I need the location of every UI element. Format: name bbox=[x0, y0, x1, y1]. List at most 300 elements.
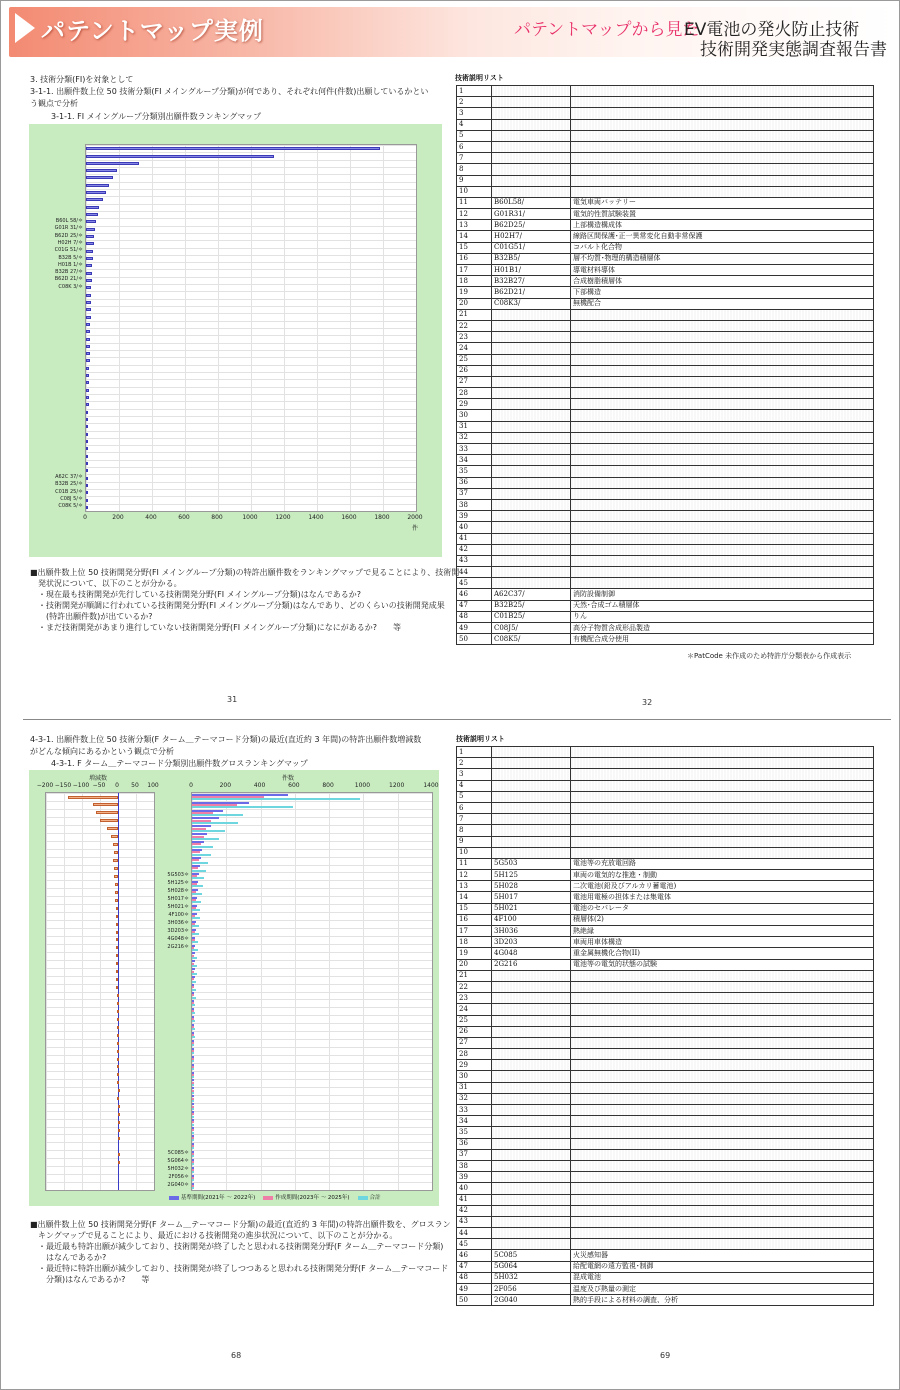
row-number: 22 bbox=[457, 320, 492, 331]
classification-code bbox=[492, 1015, 571, 1026]
count-tick-label: 200 bbox=[219, 782, 232, 789]
table-row bbox=[457, 600, 874, 611]
delta-tick-label: −50 bbox=[92, 782, 106, 789]
table-row bbox=[457, 1228, 874, 1239]
table-row bbox=[457, 1194, 874, 1205]
chart-bar bbox=[86, 206, 99, 209]
count-tick-label: 1400 bbox=[423, 782, 439, 789]
chart-bar bbox=[86, 286, 91, 289]
table-row bbox=[457, 1127, 874, 1138]
classification-code bbox=[492, 1172, 571, 1183]
classification-code: 4G048 bbox=[492, 948, 571, 959]
total-bar bbox=[192, 949, 198, 951]
classification-code: 5G064 bbox=[492, 1261, 571, 1272]
row-number: 36 bbox=[457, 477, 492, 488]
chart-bar bbox=[86, 279, 92, 282]
classification-description: 重金属無機化合物(II) bbox=[571, 948, 874, 959]
count-tick-label: 400 bbox=[253, 782, 266, 789]
total-bar bbox=[192, 814, 243, 816]
gridline bbox=[86, 313, 416, 314]
gridline bbox=[86, 467, 416, 468]
delta-bar bbox=[116, 946, 118, 949]
gridline bbox=[86, 489, 416, 490]
total-bar bbox=[192, 909, 200, 911]
total-bar bbox=[192, 1171, 194, 1173]
gridline bbox=[192, 1047, 432, 1048]
row-number: 18 bbox=[457, 276, 492, 287]
classification-code bbox=[492, 119, 571, 130]
row-number: 43 bbox=[457, 555, 492, 566]
gridline bbox=[192, 1023, 432, 1024]
row-number: 24 bbox=[457, 343, 492, 354]
row-number: 40 bbox=[457, 1183, 492, 1194]
row-label: 5G064＊ bbox=[167, 1158, 189, 1165]
table-row bbox=[457, 432, 874, 443]
table-row bbox=[457, 511, 874, 522]
table-row bbox=[457, 926, 874, 937]
classification-code: 3D203 bbox=[492, 937, 571, 948]
delta-tick-label: −200 bbox=[36, 782, 54, 789]
gridline bbox=[192, 1142, 432, 1143]
table-row bbox=[457, 388, 874, 399]
classification-code bbox=[492, 1071, 571, 1082]
gridline bbox=[192, 1150, 432, 1151]
gridline bbox=[192, 1055, 432, 1056]
gridline bbox=[226, 793, 227, 1190]
delta-bar bbox=[115, 883, 118, 886]
total-bar bbox=[192, 1147, 194, 1149]
table-row bbox=[457, 108, 874, 119]
row-number: 4 bbox=[457, 780, 492, 791]
table-footnote: ＊PatCode 未作成のため特許庁分類表から作成表示 bbox=[687, 652, 852, 660]
row-label: C08K 3/＊ bbox=[58, 283, 83, 290]
gridline bbox=[86, 248, 416, 249]
total-bar bbox=[192, 862, 208, 864]
row-number: 18 bbox=[457, 937, 492, 948]
gridline bbox=[192, 857, 432, 858]
delta-bar bbox=[118, 1137, 120, 1140]
table-row bbox=[457, 231, 874, 242]
row-number: 23 bbox=[457, 993, 492, 1004]
table-row bbox=[457, 399, 874, 410]
classification-code: B62D25/ bbox=[492, 220, 571, 231]
total-bar bbox=[192, 1012, 195, 1014]
row-number: 41 bbox=[457, 533, 492, 544]
page-number-left: 31 bbox=[227, 695, 238, 704]
table-row bbox=[457, 903, 874, 914]
table-row bbox=[457, 141, 874, 152]
row-number: 14 bbox=[457, 231, 492, 242]
gridline bbox=[192, 936, 432, 937]
classification-code bbox=[492, 522, 571, 533]
table-row bbox=[457, 1071, 874, 1082]
table-row bbox=[457, 533, 874, 544]
classification-code: 3H036 bbox=[492, 926, 571, 937]
classification-code: 5H028 bbox=[492, 881, 571, 892]
note-line: ・技術開発が順調に行われている技術開発分野(FI メイングループ分類)はなんであり、どのくらいの技術開発成果 bbox=[30, 601, 445, 610]
row-number: 35 bbox=[457, 466, 492, 477]
classification-description bbox=[571, 1138, 874, 1149]
delta-tick-label: 100 bbox=[147, 782, 159, 789]
count-tick-label: 0 bbox=[189, 782, 193, 789]
row-number: 34 bbox=[457, 1116, 492, 1127]
classification-code bbox=[492, 1049, 571, 1060]
classification-code: 4F100 bbox=[492, 914, 571, 925]
gridline bbox=[86, 204, 416, 205]
gridline bbox=[86, 343, 416, 344]
x-tick-label: 600 bbox=[178, 514, 190, 521]
table-row bbox=[457, 130, 874, 141]
chart-bar bbox=[86, 455, 88, 458]
row-number: 31 bbox=[457, 1082, 492, 1093]
total-bar bbox=[192, 1036, 195, 1038]
gridline bbox=[86, 401, 416, 402]
row-label: H02H 7/＊ bbox=[57, 239, 83, 246]
row-number: 46 bbox=[457, 1250, 492, 1261]
classification-description bbox=[571, 1004, 874, 1015]
gridline bbox=[86, 357, 416, 358]
total-bar bbox=[192, 1116, 194, 1118]
count-tick-label: 1200 bbox=[389, 782, 405, 789]
row-label: 3H036＊ bbox=[167, 920, 189, 926]
table-row bbox=[457, 634, 874, 645]
delta-bar bbox=[116, 931, 118, 934]
table-row bbox=[457, 320, 874, 331]
gridline bbox=[86, 379, 416, 380]
total-bar bbox=[192, 981, 196, 983]
delta-bar bbox=[111, 835, 118, 838]
classification-description: 電池等の充放電回路 bbox=[571, 858, 874, 869]
count-tick-label: 800 bbox=[322, 782, 334, 789]
table-row bbox=[457, 555, 874, 566]
classification-description: 積層体(2) bbox=[571, 914, 874, 925]
classification-description bbox=[571, 511, 874, 522]
row-number: 6 bbox=[457, 141, 492, 152]
row-number: 20 bbox=[457, 298, 492, 309]
total-bar bbox=[192, 917, 200, 919]
total-bar bbox=[192, 965, 197, 967]
x-tick-label: 800 bbox=[211, 514, 223, 521]
total-bar bbox=[192, 997, 196, 999]
classification-code bbox=[492, 780, 571, 791]
row-number: 49 bbox=[457, 623, 492, 634]
chart-title: 3-1-1. FI メイングループ分類別出願件数ランキングマップ bbox=[51, 112, 262, 121]
page-number-left: 68 bbox=[231, 1351, 242, 1360]
classification-code bbox=[492, 533, 571, 544]
row-number: 7 bbox=[457, 153, 492, 164]
row-label: B60L 58/＊ bbox=[55, 217, 83, 224]
delta-tick-label: 50 bbox=[131, 782, 139, 789]
gridline bbox=[192, 1079, 432, 1080]
total-bar bbox=[192, 1179, 194, 1181]
gridline bbox=[86, 350, 416, 351]
table-row bbox=[457, 1295, 874, 1306]
classification-description: 下部構造 bbox=[571, 287, 874, 298]
gridline bbox=[86, 496, 416, 497]
gridline bbox=[86, 196, 416, 197]
classification-code: C01B25/ bbox=[492, 611, 571, 622]
table-row bbox=[457, 881, 874, 892]
table-row bbox=[457, 376, 874, 387]
classification-code bbox=[492, 1205, 571, 1216]
delta-bar bbox=[116, 915, 118, 918]
table-row bbox=[457, 410, 874, 421]
table-row bbox=[457, 242, 874, 253]
classification-code: 5H125 bbox=[492, 870, 571, 881]
gridline bbox=[192, 1134, 432, 1135]
row-number: 42 bbox=[457, 544, 492, 555]
x-tick-label: 2000 bbox=[407, 514, 423, 521]
row-number: 9 bbox=[457, 836, 492, 847]
classification-code bbox=[492, 444, 571, 455]
gridline bbox=[86, 460, 416, 461]
gridline bbox=[86, 262, 416, 263]
classification-description: 電池等の電気的状態の試験 bbox=[571, 959, 874, 970]
classification-description bbox=[571, 1228, 874, 1239]
gridline bbox=[86, 145, 416, 146]
row-number: 46 bbox=[457, 589, 492, 600]
classification-code bbox=[492, 399, 571, 410]
classification-code bbox=[492, 814, 571, 825]
table-row bbox=[457, 567, 874, 578]
note-line: ・最近最も特許出願が減少しており、技術開発が終了したと思われる技術開発分野(F ターム＿テーマコード分類) bbox=[30, 1242, 444, 1251]
table-row bbox=[457, 758, 874, 769]
row-number: 32 bbox=[457, 432, 492, 443]
row-number: 12 bbox=[457, 209, 492, 220]
row-label: 5H125＊ bbox=[167, 880, 189, 887]
classification-code bbox=[492, 488, 571, 499]
table-row bbox=[457, 175, 874, 186]
table-row bbox=[457, 499, 874, 510]
gridline bbox=[86, 474, 416, 475]
chart-bar bbox=[86, 433, 88, 436]
classification-description bbox=[571, 388, 874, 399]
chart-bar bbox=[86, 411, 88, 414]
classification-code bbox=[492, 1228, 571, 1239]
gridline bbox=[363, 793, 364, 1190]
row-number: 38 bbox=[457, 1160, 492, 1171]
classification-description bbox=[571, 477, 874, 488]
gridline bbox=[192, 968, 432, 969]
classification-description bbox=[571, 175, 874, 186]
gridline bbox=[192, 960, 432, 961]
classification-description bbox=[571, 421, 874, 432]
chart-bar bbox=[86, 345, 90, 348]
row-number: 34 bbox=[457, 455, 492, 466]
total-bar bbox=[192, 1060, 194, 1062]
classification-code bbox=[492, 1183, 571, 1194]
gridline bbox=[86, 218, 416, 219]
gridline bbox=[192, 999, 432, 1000]
gridline bbox=[86, 226, 416, 227]
table-row bbox=[457, 186, 874, 197]
total-bar bbox=[192, 989, 196, 991]
row-label: C01G 51/＊ bbox=[54, 247, 83, 254]
classification-description bbox=[571, 1015, 874, 1026]
table-row bbox=[457, 544, 874, 555]
row-label: 2G040＊ bbox=[167, 1182, 189, 1188]
total-bar bbox=[192, 1076, 194, 1078]
table-row bbox=[457, 276, 874, 287]
row-label: 4F100＊ bbox=[168, 912, 189, 919]
spread-divider bbox=[23, 719, 891, 720]
chart-bar bbox=[86, 396, 89, 399]
classification-description: 車両用車体構造 bbox=[571, 937, 874, 948]
row-number: 10 bbox=[457, 186, 492, 197]
total-bar bbox=[192, 1124, 194, 1126]
row-number: 48 bbox=[457, 1272, 492, 1283]
gridline bbox=[86, 211, 416, 212]
gridline bbox=[192, 1015, 432, 1016]
chart-bar bbox=[86, 220, 96, 223]
row-label: 5H017＊ bbox=[167, 896, 189, 903]
gridline bbox=[86, 409, 416, 410]
table-row bbox=[457, 1261, 874, 1272]
row-number: 25 bbox=[457, 354, 492, 365]
total-bar bbox=[192, 846, 213, 848]
gridline bbox=[46, 793, 47, 1190]
classification-code bbox=[492, 432, 571, 443]
table-title: 技術説明リスト bbox=[455, 74, 504, 82]
classification-description: 消防設備制御 bbox=[571, 589, 874, 600]
gridline bbox=[192, 888, 432, 889]
classification-code bbox=[492, 981, 571, 992]
classification-code bbox=[492, 388, 571, 399]
total-bar bbox=[192, 822, 238, 824]
classification-description: 火災感知器 bbox=[571, 1250, 874, 1261]
gridline bbox=[192, 841, 432, 842]
row-number: 17 bbox=[457, 265, 492, 276]
classification-description bbox=[571, 758, 874, 769]
chart-bar bbox=[86, 381, 89, 384]
classification-description bbox=[571, 130, 874, 141]
classification-description bbox=[571, 1093, 874, 1104]
chart-bar bbox=[86, 323, 90, 326]
gridline bbox=[86, 394, 416, 395]
row-label: 5H032＊ bbox=[167, 1166, 189, 1173]
delta-bar bbox=[100, 819, 118, 822]
row-label: 5H021＊ bbox=[167, 904, 189, 911]
row-number: 14 bbox=[457, 892, 492, 903]
total-bar bbox=[192, 901, 201, 903]
row-number: 44 bbox=[457, 567, 492, 578]
classification-description: 温度及び熱量の測定 bbox=[571, 1284, 874, 1295]
row-label: B62D 21/＊ bbox=[54, 276, 83, 283]
table-row bbox=[457, 309, 874, 320]
chart-bar bbox=[86, 294, 91, 297]
classification-code bbox=[492, 477, 571, 488]
table-row bbox=[457, 1183, 874, 1194]
legend-item bbox=[358, 1195, 381, 1201]
legend-label: 作成期間(2023年 ～ 2025年) bbox=[275, 1195, 350, 1201]
table-row bbox=[457, 959, 874, 970]
gridline bbox=[192, 1166, 432, 1167]
classification-code: H02H7/ bbox=[492, 231, 571, 242]
table-row bbox=[457, 354, 874, 365]
gridline bbox=[192, 1087, 432, 1088]
classification-code bbox=[492, 186, 571, 197]
delta-bar bbox=[116, 938, 118, 941]
delta-bar bbox=[117, 1081, 119, 1084]
gridline bbox=[86, 291, 416, 292]
delta-bar bbox=[118, 1153, 120, 1156]
classification-code bbox=[492, 354, 571, 365]
classification-code: H01B1/ bbox=[492, 265, 571, 276]
gridline bbox=[86, 240, 416, 241]
table-row bbox=[457, 477, 874, 488]
gridline bbox=[192, 1111, 432, 1112]
classification-description bbox=[571, 1149, 874, 1160]
row-number: 12 bbox=[457, 870, 492, 881]
row-label: G01R 31/＊ bbox=[54, 225, 83, 232]
subsection-heading-cont: う観点で分析 bbox=[30, 99, 78, 108]
classification-description: 二次電池(鉛及びアルカリ蓄電池) bbox=[571, 881, 874, 892]
delta-bar bbox=[113, 843, 118, 846]
classification-code: 5H032 bbox=[492, 1272, 571, 1283]
classification-description bbox=[571, 1172, 874, 1183]
table-row bbox=[457, 1116, 874, 1127]
total-bar bbox=[192, 893, 202, 895]
row-number: 19 bbox=[457, 948, 492, 959]
chart-bar bbox=[86, 484, 88, 487]
gridline bbox=[192, 992, 432, 993]
total-bar bbox=[192, 1155, 194, 1157]
total-bar bbox=[192, 1020, 195, 1022]
classification-code: B32B27/ bbox=[492, 276, 571, 287]
table-row bbox=[457, 937, 874, 948]
gridline bbox=[192, 1007, 432, 1008]
classification-code bbox=[492, 1105, 571, 1116]
row-number: 3 bbox=[457, 108, 492, 119]
classification-description bbox=[571, 847, 874, 858]
classification-description bbox=[571, 343, 874, 354]
classification-code bbox=[492, 544, 571, 555]
gridline bbox=[192, 865, 432, 866]
gridline bbox=[64, 793, 65, 1190]
classification-description bbox=[571, 802, 874, 813]
classification-code bbox=[492, 1127, 571, 1138]
table-row bbox=[457, 825, 874, 836]
classification-description: 天然･合成ゴム積層体 bbox=[571, 600, 874, 611]
classification-description bbox=[571, 488, 874, 499]
row-number: 26 bbox=[457, 365, 492, 376]
table-row bbox=[457, 97, 874, 108]
note-line: ■出願件数上位 50 技術開発分野(FI メイングループ分類)の特許出願件数をランキングマップで見ることにより、技術開 bbox=[30, 568, 460, 577]
table-row bbox=[457, 421, 874, 432]
gridline bbox=[329, 793, 330, 1190]
classification-code bbox=[492, 175, 571, 186]
table-row bbox=[457, 1026, 874, 1037]
row-number: 43 bbox=[457, 1216, 492, 1227]
row-number: 39 bbox=[457, 1172, 492, 1183]
chart-bar bbox=[86, 491, 88, 494]
classification-description bbox=[571, 814, 874, 825]
chart-bar bbox=[86, 198, 103, 201]
delta-bar bbox=[117, 1010, 119, 1013]
gridline bbox=[192, 920, 432, 921]
table-row bbox=[457, 298, 874, 309]
delta-bar bbox=[118, 1113, 120, 1116]
classification-description: 上部構造構成体 bbox=[571, 220, 874, 231]
note-line: 分類)はなんであるか? 等 bbox=[30, 1275, 150, 1284]
chart-bar bbox=[86, 264, 92, 267]
delta-axis-label: 増減数 bbox=[89, 775, 108, 782]
classification-code bbox=[492, 1149, 571, 1160]
row-number: 28 bbox=[457, 388, 492, 399]
table-row bbox=[457, 1060, 874, 1071]
chart-bar bbox=[86, 374, 89, 377]
row-number: 31 bbox=[457, 421, 492, 432]
